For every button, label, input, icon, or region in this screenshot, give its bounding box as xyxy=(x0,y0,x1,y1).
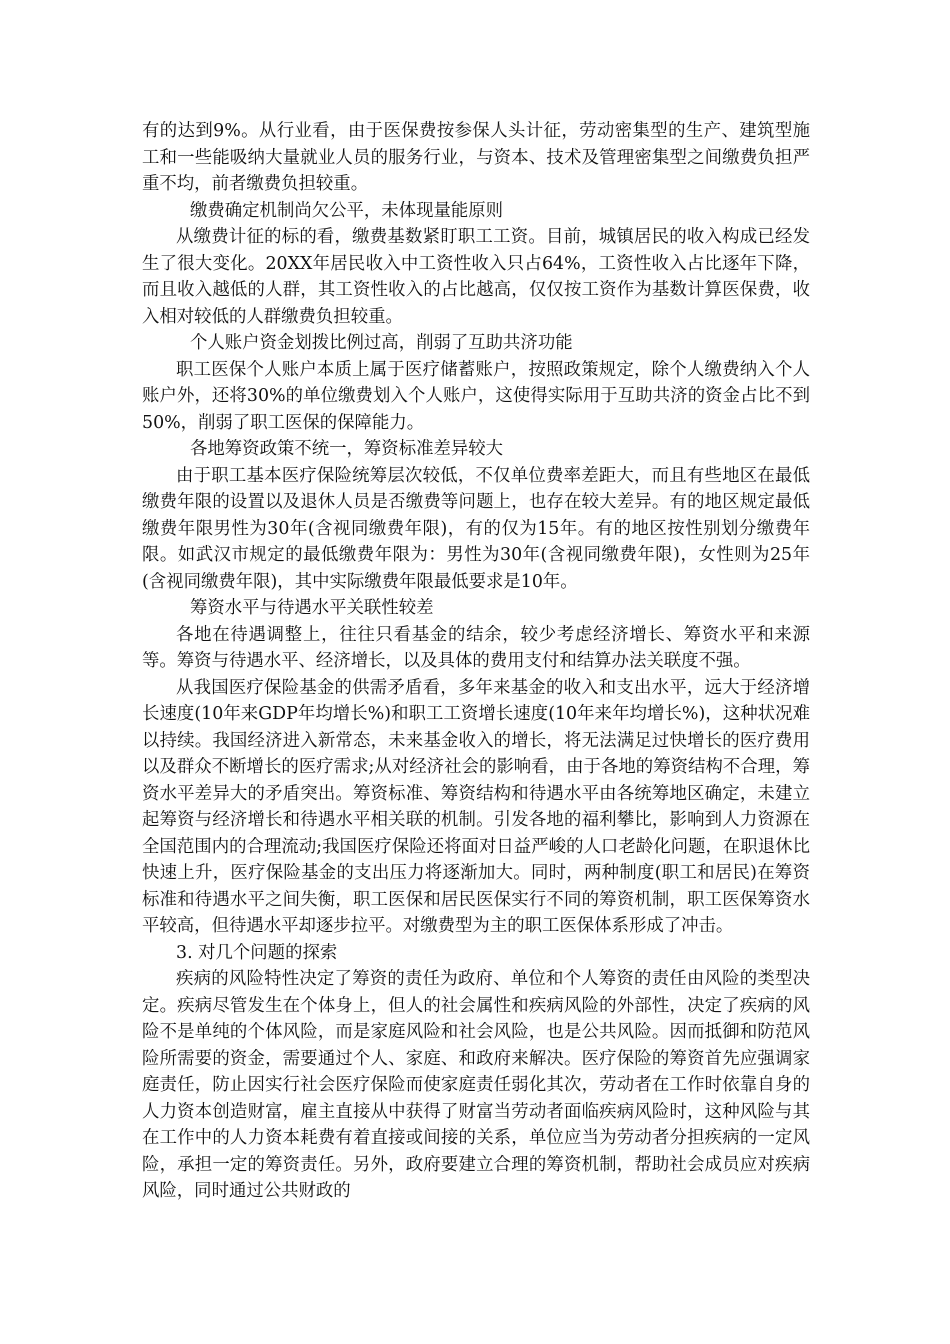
paragraph: 由于职工基本医疗保险统筹层次较低，不仅单位费率差距大，而且有些地区在最低缴费年限的设置以及退休人员是否缴费等问题上，也存在较大差异。有的地区规定最低缴费年限男性为30年(含视同缴费年限)，有的仅为15年。有的地区按性别划分缴费年限。如武汉市规定的最低缴费年限为：男性为30年(含视同缴费年限)，女性则为25年(含视同缴费年限)，其中实际缴费年限最低要求是10年。 xyxy=(142,465,810,592)
paragraph: 各地在待遇调整上，往往只看基金的结余，较少考虑经济增长、筹资水平和来源等。筹资与待遇水平、经济增长，以及具体的费用支付和结算办法关联度不强。 xyxy=(142,624,810,671)
numbered-section-title: 3. 对几个问题的探索 xyxy=(176,942,338,963)
document-page xyxy=(142,118,810,1205)
paragraph: 从我国医疗保险基金的供需矛盾看，多年来基金的收入和支出水平，远大于经济增长速度(10年来GDP年均增长%)和职工工资增长速度(10年来年均增长%)，这种状况难以持续。我国经济进入新常态，未来基金收入的增长，将无法满足过快增长的医疗费用以及群众不断增长的医疗需求;从对经济社会的影响看，由于各地的筹资结构不合理，筹资水平差异大的矛盾突出。筹资标准、筹资结构和待遇水平由各统筹地区确定，未建立起筹资与经济增长和待遇水平相关联的机制。引发各地的福利攀比，影响到人力资源在全国范围内的合理流动;我国医疗保险还将面对日益严峻的人口老龄化问题，在职退休比快速上升，医疗保险基金的支出压力将逐渐加大。同时，两种制度(职工和居民)在筹资标准和待遇水平之间失衡，职工医保和居民医保实行不同的筹资机制，职工医保筹资水平较高，但待遇水平却逐步拉平。对缴费型为主的职工医保体系形成了冲击。 xyxy=(142,677,810,936)
section-heading: 个人账户资金划拨比例过高，削弱了互助共济功能 xyxy=(190,333,573,353)
section-heading: 各地筹资政策不统一，筹资标准差异较大 xyxy=(190,439,504,459)
section-heading: 筹资水平与待遇水平关联性较差 xyxy=(190,598,434,618)
paragraph: 疾病的风险特性决定了筹资的责任为政府、单位和个人筹资的责任由风险的类型决定。疾病尽管发生在个体身上，但人的社会属性和疾病风险的外部性，决定了疾病的风险不是单纯的个体风险，而是家庭风险和社会风险，也是公共风险。因而抵御和防范风险所需要的资金，需要通过个人、家庭、和政府来解决。医疗保险的筹资首先应强调家庭责任，防止因实行社会医疗保险而使家庭责任弱化其次，劳动者在工作时依靠自身的人力资本创造财富，雇主直接从中获得了财富当劳动者面临疾病风险时，这种风险与其在工作中的人力资本耗费有着直接或间接的关系，单位应当为劳动者分担疾病的一定风险，承担一定的筹资责任。另外，政府要建立合理的筹资机制，帮助社会成员应对疾病风险，同时通过公共财政的 xyxy=(142,969,810,1201)
paragraph: 从缴费计征的标的看，缴费基数紧盯职工工资。目前，城镇居民的收入构成已经发生了很大变化。20XX年居民收入中工资性收入只占64%，工资性收入占比逐年下降，而且收入越低的人群，其工资性收入的占比越高，仅仅按工资作为基数计算医保费，收入相对较低的人群缴费负担较重。 xyxy=(142,227,810,327)
section-heading: 缴费确定机制尚欠公平，未体现量能原则 xyxy=(190,200,504,221)
paragraph-continued: 有的达到9%。从行业看，由于医保费按参保人头计征，劳动密集型的生产、建筑型施工和一些能吸纳大量就业人员的服务行业，与资本、技术及管理密集型之间缴费负担严重不均，前者缴费负担较重。 xyxy=(142,121,810,194)
paragraph: 职工医保个人账户本质上属于医疗储蓄账户，按照政策规定，除个人缴费纳入个人账户外，还将30%的单位缴费划入个人账户，这使得实际用于互助共济的资金占比不到50%，削弱了职工医保的保障能力。 xyxy=(142,359,810,433)
